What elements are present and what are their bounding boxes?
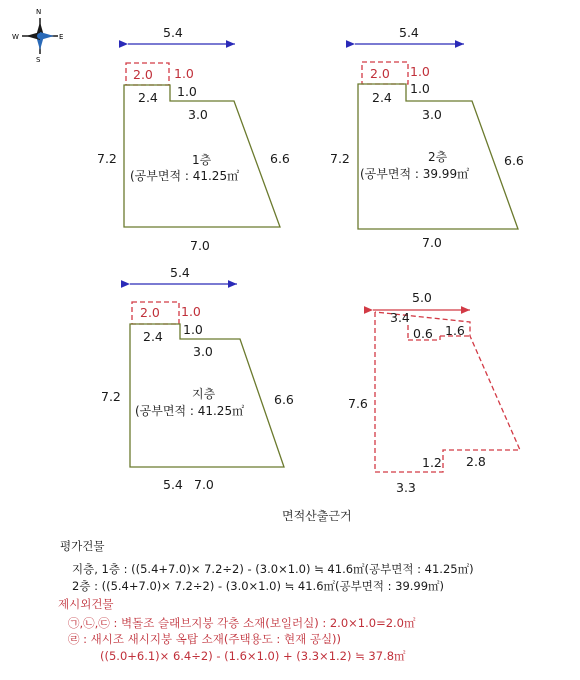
compass-icon [12,8,63,64]
dim-right: 6.6 [274,392,294,407]
plan-1f [97,25,290,253]
dim-small-w: 2.0 [140,305,160,320]
dim-bottom: 3.3 [396,480,416,495]
floor-label: 1층 [192,153,212,167]
dim-b: 1.0 [177,84,197,99]
calc-line-3: ㉠,㉡,㉢ : 벽돌조 슬래브지붕 각층 소재(보일러실) : 2.0×1.0=2.0㎡ [68,616,416,630]
compass-e: E [59,33,64,41]
dim-bottom-a: 5.4 [163,477,183,492]
dim-b: 1.0 [183,322,203,337]
dim-top-width: 5.4 [163,25,183,40]
dim-small-w: 2.0 [133,67,153,82]
dim-a: 3.4 [390,310,410,325]
dim-right: 6.6 [270,151,290,166]
dim-small-h: 1.0 [410,64,430,79]
dim-left: 7.2 [330,151,350,166]
dim-small-h: 1.0 [181,304,201,319]
heading-extra-building: 제시외건물 [58,597,114,611]
dim-bottom: 7.0 [422,235,442,250]
compass-s: S [36,56,41,64]
dim-bottom-b: 7.0 [194,477,214,492]
area-label: (공부면적 : 41.25㎡ [130,169,240,183]
plan-b1 [101,265,294,492]
dim-left: 7.2 [97,151,117,166]
dim-c: 3.0 [193,344,213,359]
plan-2f [330,25,524,250]
dim-a: 2.4 [143,329,163,344]
calc-line-5: ((5.0+6.1)× 6.4÷2) - (1.6×1.0) + (3.3×1.2) ≒ 37.8㎡ [100,649,406,663]
calc-line-2: 2층 : ((5.4+7.0)× 7.2÷2) - (3.0×1.0) ≒ 41.6㎡(공부면적 : 39.99㎡) [72,579,445,593]
compass-w: W [12,33,19,41]
heading-evaluated-building: 평가건물 [60,539,105,553]
notes-title: 면적산출근거 [282,509,352,523]
calc-line-1: 지층, 1층 : ((5.4+7.0)× 7.2÷2) - (3.0×1.0) ≒ 41.6㎡(공부면적 : 41.25㎡) [72,562,474,576]
calc-line-4: ㉣ : 새시조 새시지붕 옥탑 소재(주택용도 : 현재 공실)) [68,632,342,646]
dim-bottom: 7.0 [190,238,210,253]
dim-c: 3.0 [422,107,442,122]
area-label: (공부면적 : 39.99㎡ [360,167,470,181]
dim-c: 3.0 [188,107,208,122]
dim-d: 1.2 [422,455,442,470]
dim-small-w: 2.0 [370,66,390,81]
floor-label: 2층 [428,150,448,164]
dim-a: 2.4 [138,90,158,105]
dim-b: 1.0 [410,81,430,96]
dim-c: 1.6 [445,323,465,338]
area-label: (공부면적 : 41.25㎡ [135,404,245,418]
plan-rooftop [348,290,520,495]
dim-right: 6.6 [504,153,524,168]
dim-b: 0.6 [413,326,433,341]
compass-n: N [36,8,42,16]
dim-top-width: 5.4 [170,265,190,280]
dim-top-width: 5.0 [412,290,432,305]
dim-left: 7.2 [101,389,121,404]
dim-e: 2.8 [466,454,486,469]
dim-small-h: 1.0 [174,66,194,81]
dim-a: 2.4 [372,90,392,105]
dim-top-width: 5.4 [399,25,419,40]
floor-label: 지층 [192,387,216,401]
dim-left: 7.6 [348,396,368,411]
